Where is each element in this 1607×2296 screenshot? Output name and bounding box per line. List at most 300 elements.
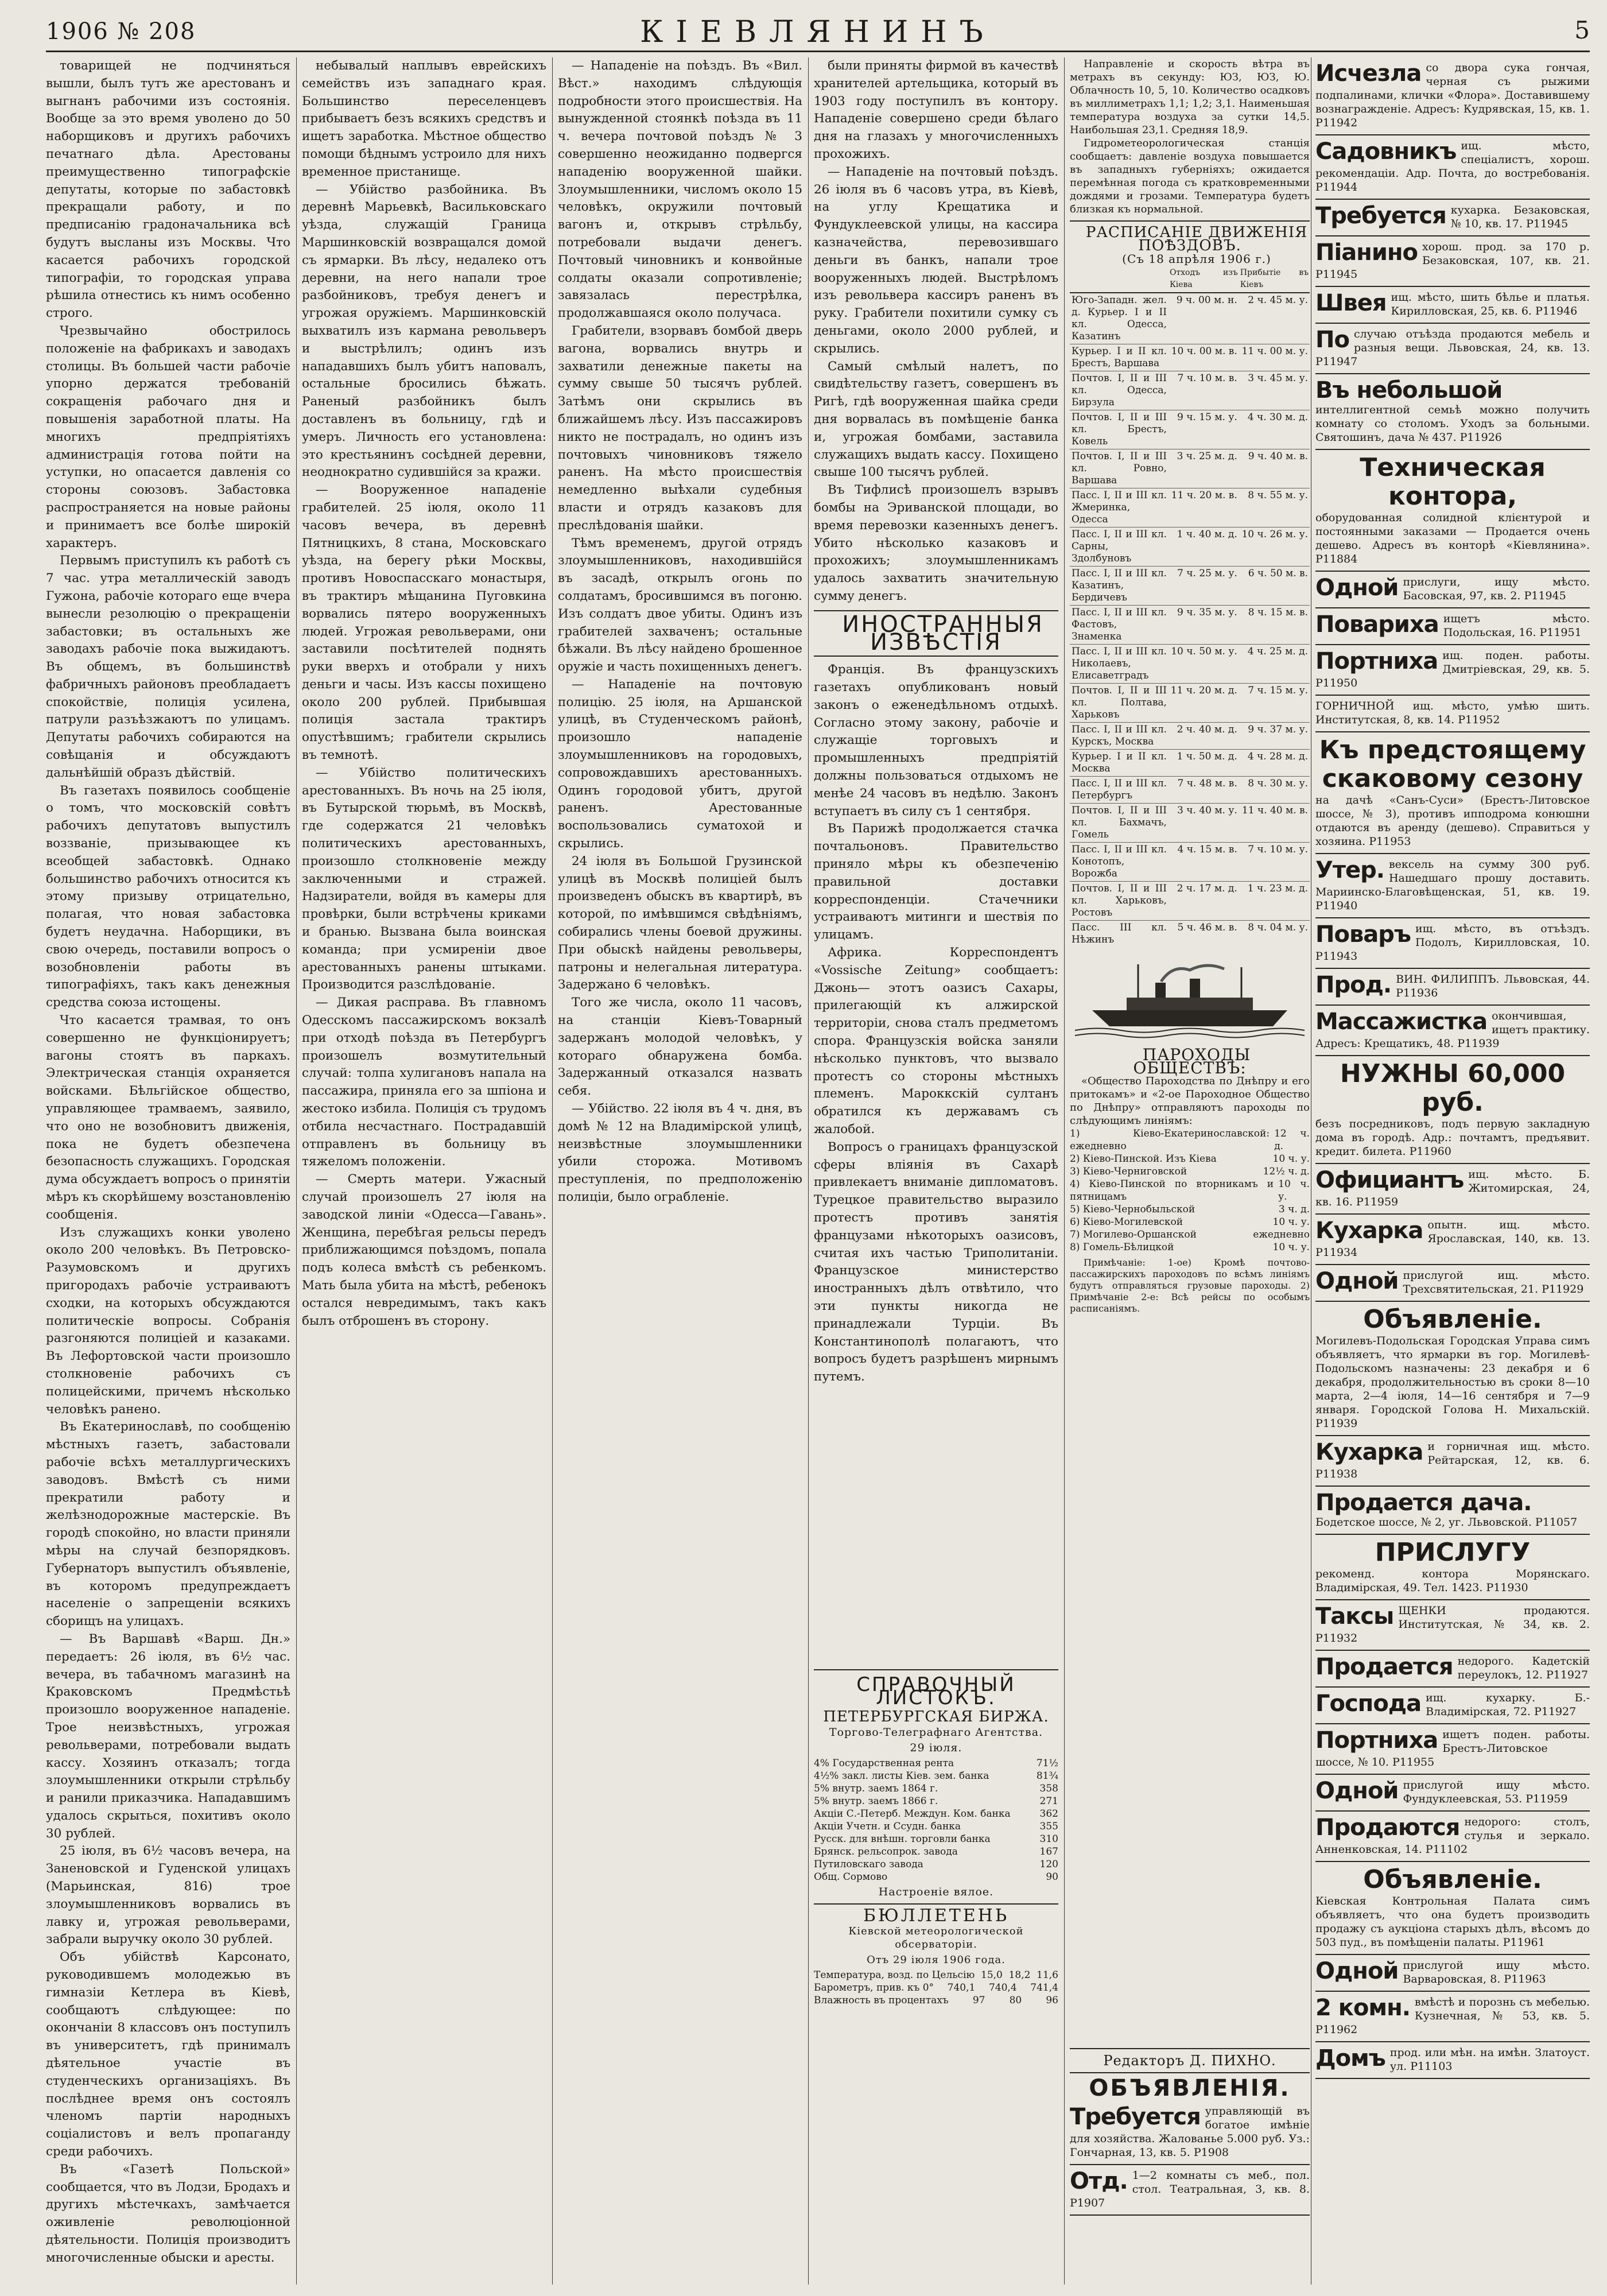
departure-time: 2 ч. 17 м. д.	[1169, 882, 1239, 921]
departure-time: 11 ч. 20 м. в.	[1169, 488, 1239, 528]
ad-text: ВИН. ФИЛИППЪ. Львовская, 44. Р11936	[1396, 973, 1590, 999]
ship-line-value: 10 ч. у.	[1272, 1153, 1310, 1165]
ad-lead-word: Пiанино	[1315, 239, 1418, 266]
foreign-news-paragraph: Въ Парижѣ продолжается стачка почтальоновъ. Правительство приняло мѣры къ обезпеченію правильной доставки корреспонденціи. Стачечники устраиваютъ митинги и шествія по улицамъ.	[814, 821, 1058, 943]
article-paragraph: Тѣмъ временемъ, другой отрядъ злоумышленниковъ, находившійся въ засадѣ, открылъ огонь по солдатамъ, бросившимся въ погоню. Изъ солдатъ двое убиты. Одинъ изъ грабителей захваченъ; остальные бѣжали. Въ лѣсу найдено брошенное оружіе и часть похищенныхъ денегъ.	[558, 536, 802, 674]
departure-time: 7 ч. 25 м. у.	[1169, 567, 1239, 606]
weather-row-value: 80	[1009, 1995, 1022, 2006]
arrival-time: 9 ч. 40 м. в.	[1239, 449, 1310, 488]
ship-line-value: 12½ ч. д.	[1263, 1166, 1310, 1177]
issue-number: 1906 № 208	[46, 18, 196, 45]
ad-text: ищ. мѣсто, въ отъѣздъ. Подолъ, Кирилловская, 10. Р11943	[1315, 922, 1590, 963]
arrival-time: 2 ч. 45 м. у.	[1239, 293, 1310, 344]
arrival-time: 11 ч. 00 м. у.	[1239, 344, 1310, 371]
exchange-mood: Настроеніе вялое.	[878, 1886, 994, 1898]
classified-ad	[1315, 1812, 1590, 1862]
ad-lead-word: Портниха	[1315, 1727, 1438, 1754]
article-paragraph: Первымъ приступилъ къ работѣ съ 7 час. утра металлическій заводъ Гужона, рабочіе котораго еще вчера вынесли резолюцію о прекращеніи забастовки; въ остальныхъ же заводахъ рабочіе пока выжидаютъ. Въ общемъ, въ большинствѣ фабричныхъ районовъ преобладаетъ спокойствіе, полиція усилена, патрули разъѣзжаютъ по улицамъ. Депутаты рабочихъ собираются на совѣщанія и обсуждаютъ дальнѣйшій образъ дѣйствій.	[46, 553, 290, 780]
classified-ad	[1315, 1056, 1590, 1164]
ad-text: окончившая, ищетъ практику. Адресъ: Крещатикъ, 48. Р11939	[1315, 1010, 1590, 1050]
ad-text: прислугой ищу мѣсто. Фундуклеевская, 53. Р11959	[1403, 1779, 1590, 1805]
ad-text: прислугой ищ. мѣсто. Трехсвятительская, 21. Р11929	[1403, 1269, 1590, 1296]
article-paragraph: — Убійство. 22 іюля въ 4 ч. дня, въ домѣ № 12 на Владимірской улицѣ, неизвѣстные злоумышленники убили сторожа. Мотивомъ преступленія, по предположенію полиціи, было ограбленіе.	[558, 1102, 802, 1204]
ad-lead-word: Господа	[1315, 1690, 1422, 1717]
article-paragraph: — Вооруженное нападеніе грабителей. 25 іюля, около 11 часовъ вечера, въ деревнѣ Пятницкихъ, 8 стана, Московскаго уѣзда, на берегу рѣки Москвы, противъ Новоспасскаго монастыря, въ трактиръ мѣщанина Пуговкина ворвались пятеро вооруженныхъ людей. Угрожая револьверами, они заставили посѣтителей поднять руки вверхъ и отобрали у нихъ деньги и часы. Изъ кассы похищено около 200 рублей. Прибывшая полиція застала трактиръ опустѣвшимъ; грабители скрылись въ темнотѣ.	[302, 483, 546, 763]
bulletin-title: БЮЛЛЕТЕНЬ	[863, 1906, 1010, 1926]
exchange-row-value: 310	[1039, 1833, 1058, 1845]
ad-lead-word: Продается	[1315, 1654, 1453, 1680]
classified-ad	[1315, 854, 1590, 918]
article-paragraph: — Нападеніе на поѣздъ. Въ «Вил. Вѣст.» находимъ слѣдующія подробности этого происшествія. На вынужденной стоянкѣ поѣзда въ 11 ч. вечера почтовой поѣздъ № 3 совершенно неожиданно подвергся нападенію вооруженной шайки. Злоумышленники, числомъ около 15 человѣкъ, окружили почтовый вагонъ и, открывъ стрѣльбу, потребовали выдачи денегъ. Почтовый чиновникъ и конвойные солдаты оказали сопротивленіе; завязалась перестрѣлка, продолжавшаяся около получаса.	[558, 59, 802, 321]
ship-line-label: 8) Гомель-Бѣлицкой	[1070, 1242, 1174, 1253]
weather-row-value: 96	[1046, 1995, 1058, 2006]
train-route: Почтов. I, II и III кл. Одесса, Бирзула	[1070, 371, 1169, 410]
ad-text: прод. или мѣн. на имѣн. Златоуст. ул. Р11103	[1389, 2046, 1590, 2073]
exchange-row	[814, 1808, 1058, 1820]
arrival-time: 7 ч. 15 м. у.	[1239, 684, 1310, 723]
schedule-row	[1070, 528, 1310, 567]
classified-ad	[1315, 1302, 1590, 1436]
train-route: Пасс. I, II и III кл. Петербургъ	[1070, 777, 1169, 804]
ad-text: ГОРНИЧНОЙ ищ. мѣсто, умѣю шить. Институтская, 8, кв. 14. Р11952	[1315, 700, 1590, 726]
ship-line-label: 1) Кіево-Екатеринославской: ежедневно	[1070, 1128, 1270, 1152]
ad-text: на дачѣ «Санъ-Суси» (Брестъ-Литовское шоссе, № 3), противъ ипподрома конюшни отдаются въ аренду (дешево). Справиться у хозяина. Р11953	[1315, 794, 1590, 848]
classified-ad	[1315, 1215, 1590, 1265]
ad-lead-word: Массажистка	[1315, 1009, 1488, 1035]
ad-text: 1—2 комнаты съ меб., пол. стол. Театральная, 3, кв. 8. Р1907	[1070, 2169, 1310, 2209]
schedule-row	[1070, 645, 1310, 684]
ad-text: рекоменд. контора Морянскаго. Владимірская, 49. Тел. 1423. Р11930	[1315, 1568, 1590, 1594]
classified-ad	[1315, 57, 1590, 135]
article-paragraph: Того же числа, около 11 часовъ, на станціи Кіевъ-Товарный задержанъ молодой человѣкъ, у котораго обнаружена бомба. Задержанный отказался назвать себя.	[558, 995, 802, 1099]
ad-lead-word: Официантъ	[1315, 1167, 1464, 1193]
departure-time: 7 ч. 48 м. в.	[1169, 777, 1239, 804]
schedule-row	[1070, 804, 1310, 843]
ship-line	[1070, 1153, 1310, 1165]
arrival-time: 7 ч. 10 м. у.	[1239, 843, 1310, 882]
ad-headline: Объявленіе.	[1363, 1865, 1542, 1894]
train-route: Пасс. III кл. Нѣжинъ	[1070, 921, 1169, 948]
article-paragraph: были приняты фирмой въ качествѣ хранителей артельщика, который въ 1903 году поступилъ въ контору. Нападеніе совершено среди бѣлаго дня на глазахъ у многочисленныхъ прохожихъ.	[814, 59, 1058, 161]
train-route: Курьер. I и II кл. Брестъ, Варшава	[1070, 344, 1169, 371]
ship-line	[1070, 1216, 1310, 1228]
ad-text: интеллигентной семьѣ можно получить комнату со столомъ. Уходъ за больными. Святошинъ, дача № 437. Р11926	[1315, 404, 1590, 444]
section-rule	[1070, 2048, 1310, 2049]
steamship-icon	[1070, 953, 1310, 1039]
classified-ad	[1315, 1436, 1590, 1487]
departure-time: 9 ч. 00 м. н.	[1169, 293, 1239, 344]
ad-text: опытн. ищ. мѣсто. Ярославская, 140, кв. 13. Р11934	[1315, 1219, 1590, 1259]
exchange-row-value: 358	[1039, 1783, 1058, 1794]
article-paragraph: Грабители, взорвавъ бомбой дверь вагона, ворвались внутрь и захватили денежные пакеты на сумму свыше 50 тысячъ рублей. Затѣмъ они скрылись въ ближайшемъ лѣсу. Изъ пассажировъ никто не пострадалъ, но одинъ изъ почтовыхъ чиновниковъ тяжело раненъ. На мѣсто происшествія немедленно выѣхали судебныя власти и отрядъ казаковъ для преслѣдованія шайки.	[558, 323, 802, 533]
classified-ad	[1315, 645, 1590, 696]
exchange-row-label: 5% внутр. заемъ 1866 г.	[814, 1795, 938, 1807]
departure-time: 11 ч. 20 м. д.	[1169, 684, 1239, 723]
classified-ad	[1315, 236, 1590, 287]
schedule-row	[1070, 410, 1310, 449]
article-paragraph: Самый смѣлый налетъ, по свидѣтельству газетъ, совершенъ въ Ригѣ, гдѣ вооруженная шайка среди дня ворвалась въ помѣщеніе банка и, угрожая бомбами, заставила служащихъ выдать кассу. Похищено свыше 100 тысячъ рублей.	[814, 359, 1058, 480]
ad-text: и горничная ищ. мѣсто. Рейтарская, 12, кв. 6. Р11938	[1315, 1440, 1590, 1480]
exchange-title: СПРАВОЧНЫЙ ЛИСТОКЪ.	[856, 1673, 1016, 1709]
article-paragraph: 24 іюля въ Большой Грузинской улицѣ въ Москвѣ полиціей былъ произведенъ обыскъ въ квартирѣ, въ которой, по имѣвшимся свѣдѣніямъ, собирались члены боевой дружины. При обыскѣ найдены револьверы, патроны и нелегальная литература. Задержано 6 человѣкъ.	[558, 854, 802, 992]
ad-text: Бодетское шоссе, № 2, уг. Львовской. Р11057	[1315, 1516, 1578, 1529]
train-route: Пасс. I, II и III кл. Фастовъ, Знаменка	[1070, 606, 1169, 645]
column-5	[1070, 57, 1310, 2285]
classified-ad	[1315, 324, 1590, 374]
ad-lead-word: Тaксы	[1315, 1603, 1394, 1630]
classified-ad	[1315, 918, 1590, 969]
article-paragraph: Объ убійствѣ Карсонато, руководившемъ молодежью въ гимназіи Кетлера въ Кіевѣ, сообщаютъ слѣдующее: по окончаніи 8 классовъ онъ поступилъ въ университетъ, гдѣ принималъ дѣятельное участіе въ студенческихъ организаціяхъ. Въ послѣднее время онъ состоялъ членомъ партіи народныхъ соціалистовъ и велъ пропаганду среди рабочихъ.	[46, 1950, 290, 2159]
ad-text: хорош. прод. за 170 р. Безаковская, 107, кв. 21. Р11945	[1315, 241, 1590, 281]
arrival-time: 8 ч. 55 м. у.	[1239, 488, 1310, 528]
classified-ad	[1315, 696, 1590, 732]
article-paragraph: Въ газетахъ появилось сообщеніе о томъ, что московскій совѣтъ рабочихъ депутатовъ выпустилъ воззваніе, призывающее къ всеобщей забастовкѣ. Однако большинство рабочихъ относится къ этому призыву отрицательно, полагая, что новая забастовка будетъ неудачна. Наборщики, въ свою очередь, поставили вопросъ о возобновленіи работы въ типографіяхъ, такъ какъ денежныя средства союза истощены.	[46, 783, 290, 1010]
ad-text: со двора сука гончая, черная съ рыжими подпалинами, клички «Флора». Доставившему вознагражденіе. Адресъ: Кудрявская, 15, кв. 1. Р11942	[1315, 61, 1590, 129]
exchange-row	[814, 1820, 1058, 1833]
exchange-agency: Торгово-Телеграфнаго Агентства.	[829, 1726, 1043, 1739]
exchange-row-label: Акціи Учетн. и Ссудн. банка	[814, 1821, 961, 1832]
schedule-row	[1070, 293, 1310, 344]
ad-text: ищ. мѣсто. Б. Житомирская, 24, кв. 16. Р11959	[1315, 1168, 1590, 1208]
arrival-time: 10 ч. 26 м. у.	[1239, 528, 1310, 567]
column-divider	[808, 57, 809, 2285]
schedule-row	[1070, 449, 1310, 488]
ad-lead-word: Швея	[1315, 290, 1387, 316]
ad-lead-word: Требуется	[1070, 2104, 1201, 2130]
weather-report-paragraph: Гидрометеорологическая станція сообщаетъ: давленіе воздуха повышается въ западныхъ губерніяхъ; ожидается перемѣнная погода съ кратковременными дождями и грозами. Температура будетъ близкая къ нормальной.	[1070, 137, 1310, 215]
schedule-row	[1070, 371, 1310, 410]
ad-lead-word: Кухарка	[1315, 1217, 1423, 1244]
classified-ad	[1315, 608, 1590, 645]
exchange-row	[814, 1871, 1058, 1883]
schedule-row	[1070, 344, 1310, 371]
arrival-time: 8 ч. 04 м. у.	[1239, 921, 1310, 948]
classified-ad	[1315, 1535, 1590, 1600]
ad-lead-word: Поварихa	[1315, 611, 1439, 638]
ad-text: управляющій въ богатое имѣніе для хозяйства. Жалованье 5.000 руб. Уз.: Гончарная, 13, кв. 5. Р1908	[1070, 2105, 1310, 2159]
arrival-time: 9 ч. 37 м. у.	[1239, 723, 1310, 750]
exchange-row	[814, 1858, 1058, 1871]
ship-line	[1070, 1228, 1310, 1241]
section-rule	[814, 1669, 1058, 1670]
weather-row	[814, 1969, 1058, 1981]
departure-time: 3 ч. 40 м. у.	[1169, 804, 1239, 843]
ad-headline: Техническая контора,	[1360, 453, 1546, 511]
arrival-time: 1 ч. 23 м. д.	[1239, 882, 1310, 921]
ad-lead-word: Утер.	[1315, 857, 1384, 883]
weather-row	[814, 1981, 1058, 1994]
ad-lead-word: Домъ	[1315, 2045, 1385, 2072]
section-rule	[1070, 2072, 1310, 2073]
ad-text: Кіевская Контрольная Палата симъ объявляетъ, что она будетъ производить продажу съ аукціона старыхъ дѣлъ, вѣсомъ до 503 пуд., въ помѣщеніи палаты. Р11961	[1315, 1895, 1590, 1949]
ad-lead-word: Прод.	[1315, 972, 1392, 998]
ad-lead-word: Отд.	[1070, 2168, 1128, 2194]
ad-text: Могилевъ-Подольская Городская Управа симъ объявляетъ, что ярмарки въ гор. Могилевѣ-Подольскомъ назначены: 23 декабря и 6 декабря, продолжительностью въ сроки 8—10 марта, 2—4 іюля, 14—16 сентября и 7—9 января. Городской Голова Н. Михальскій. Р11939	[1315, 1335, 1590, 1430]
train-route: Пасс. I, II и III кл. Николаевъ, Елисаветградъ	[1070, 645, 1169, 684]
arrival-time: 8 ч. 15 м. в.	[1239, 606, 1310, 645]
schedule-row	[1070, 843, 1310, 882]
weather-report-paragraph: Направленіе и скорость вѣтра въ метрахъ въ секунду: ЮЗ, ЮЗ, Ю. Облачность 10, 5, 10. Количество осадковъ въ миллиметрахъ 1,1; 1,2; 3,1. Наименьшая температура воздуха за сутки 14,5. Наибольшая 23,1. Средняя 18,9.	[1070, 58, 1310, 136]
page-header	[46, 10, 1590, 51]
page-number: 5	[1574, 16, 1590, 44]
ad-text: вексель на сумму 300 руб. Нашедшаго прошу доставить. Мариинско-Благовѣщенская, 51, кв. 19. Р11940	[1315, 858, 1590, 912]
exchange-row-value: 120	[1039, 1859, 1058, 1870]
foreign-news-paragraph: Вопросъ о границахъ французской сферы вліянія въ Сахарѣ привлекаетъ вниманіе дипломатовъ. Турецкое правительство выразило протестъ противъ занятія французами нѣкоторыхъ оазисовъ, считая ихъ частью Триполитаніи. Французское министерство иностранныхъ дѣлъ отвѣтило, что эти пункты никогда не принадлежали Турціи. Въ Константинополѣ полагаютъ, что вопросъ будетъ разрѣшенъ мирнымъ путемъ.	[814, 1139, 1058, 1384]
train-route: Курьер. I и II кл. Москва	[1070, 750, 1169, 777]
classified-ad	[1315, 969, 1590, 1006]
column-divider	[552, 57, 553, 2285]
column-divider	[296, 57, 297, 2285]
ad-text: кухарка. Безаковская, № 10, кв. 17. Р11945	[1450, 204, 1590, 230]
section-rule	[1070, 220, 1310, 222]
arrival-time: 4 ч. 25 м. д.	[1239, 645, 1310, 684]
ad-lead-word: Портниха	[1315, 648, 1438, 674]
classified-ad	[1315, 1265, 1590, 1302]
train-route: Почтов. I, II и III кл. Харьковъ, Ростовъ	[1070, 882, 1169, 921]
weather-row-value: 740,1	[947, 1982, 976, 1994]
header-rule	[46, 51, 1590, 52]
arrival-time: 3 ч. 45 м. у.	[1239, 371, 1310, 410]
exchange-row-label: 5% внутр. заемъ 1864 г.	[814, 1783, 938, 1794]
arrival-time: 4 ч. 28 м. д.	[1239, 750, 1310, 777]
article-paragraph: Въ «Газетѣ Польской» сообщается, что въ Лодзи, Бродахъ и другихъ мѣстечкахъ, замѣчается оживленіе революціонной дѣятельности. Полиція производитъ многочисленные обыски и аресты.	[46, 2162, 290, 2265]
ad-lead-word: Исчезла	[1315, 60, 1422, 87]
ships-subtitle: «Общество Пароходства по Днѣпру и его притокамъ» и «2-ое Пароходное Общество по Днѣпру» отправляютъ пароходы по слѣдующимъ линіямъ:	[1070, 1075, 1310, 1127]
article-paragraph: 25 іюля, въ 6½ часовъ вечера, на Заненовской и Гуденской улицахъ (Марьинская, 816) трое злоумышленниковъ ворвались въ лавку и, угрожая револьверами, забрали выручку около 30 рублей.	[46, 1844, 290, 1947]
exchange-row-value: 167	[1039, 1846, 1058, 1857]
classified-ad	[1315, 450, 1590, 572]
train-route: Почтов. I, II и III кл. Брестъ, Ковель	[1070, 410, 1169, 449]
departure-time: 9 ч. 35 м. у.	[1169, 606, 1239, 645]
classified-ad	[1315, 1164, 1590, 1215]
train-route: Пасс. I, II и III кл. Жмеринка, Одесса	[1070, 488, 1169, 528]
schedule-row	[1070, 921, 1310, 948]
article-paragraph: Изъ служащихъ конки уволено около 200 человѣкъ. Въ Петровско-Разумовскомъ и другихъ пригородахъ рабочіе устраиваютъ сходки, на которыхъ обсуждаются политическіе вопросы. Собранія разгоняются полиціей и казаками. Въ Лефортовской части произошло столкновеніе рабочихъ съ полицейскими, причемъ нѣсколько человѣкъ ранено.	[46, 1225, 290, 1417]
ship-line-label: 6) Кіево-Могилевской	[1070, 1216, 1183, 1228]
train-route: Юго-Западн. жел. д. Курьер. I и II кл. Одесса, Казатинъ	[1070, 293, 1169, 344]
ad-lead-word: По	[1315, 327, 1349, 353]
train-route: Почтов. I, II и III кл. Бахмачъ, Гомель	[1070, 804, 1169, 843]
ad-lead-word: 2 комн.	[1315, 1995, 1410, 2021]
classified-ad	[1070, 2101, 1310, 2165]
exchange-row-label: 4½% закл. листы Кіев. зем. банка	[814, 1770, 989, 1782]
ship-line	[1070, 1241, 1310, 1254]
ads-title: ОБЪЯВЛЕНІЯ.	[1089, 2075, 1291, 2101]
ships-title: ПАРОХОДЫ ОБЩЕСТВЪ:	[1133, 1045, 1251, 1077]
exchange-row-label: Путиловскаго завода	[814, 1859, 923, 1870]
weather-row-value: 97	[972, 1995, 985, 2006]
ship-line-value: 10 ч. у.	[1278, 1178, 1310, 1203]
ad-text: прислугой ищу мѣсто. Варваровская, 8. Р11963	[1403, 1959, 1590, 1985]
article-paragraph: Въ Тифлисѣ произошелъ взрывъ бомбы на Эриванской площади, во время перевозки казенныхъ денегъ. Убито нѣсколько казаковъ и прохожихъ; злоумышленникамъ удалось захватить значительную сумму денегъ.	[814, 483, 1058, 603]
schedule-row	[1070, 777, 1310, 804]
weather-row-value: 11,6	[1037, 1969, 1058, 1981]
ship-line-label: 5) Кіево-Чернобыльской	[1070, 1204, 1195, 1215]
section-rule	[814, 1903, 1058, 1905]
article-paragraph: — Дикая расправа. Въ главномъ Одесскомъ пассажирскомъ вокзалѣ при отходѣ поѣзда въ Петербургъ произошелъ возмутительный случай: толпа хулигановъ напала на пассажира, приняла его за шпіона и жестоко избила. Полиція съ трудомъ отбила несчастнаго. Пострадавшій отправленъ въ больницу въ тяжеломъ положеніи.	[302, 995, 546, 1169]
article-paragraph: — Убійство разбойника. Въ деревнѣ Марьевкѣ, Васильковскаго уѣзда, служащій Граница Маршинковскій возвращался домой съ ярмарки. Въ лѣсу, недалеко отъ деревни, на него напали трое разбойниковъ, требуя денегъ и угрожая оружіемъ. Маршинковскій выхватилъ изъ кармана револьверъ и выстрѣлилъ; одинъ изъ нападавшихъ былъ убитъ наповалъ, остальные бросились бѣжать. Раненый разбойникъ былъ доставленъ въ больницу, гдѣ и умеръ. Личность его установлена: это крестьянинъ сосѣдней деревни, неоднократно судившійся за кражи.	[302, 182, 546, 480]
article-paragraph: — Смерть матери. Ужасный случай произошелъ 27 іюля на заводской линіи «Одесса—Гавань». Женщина, перебѣгая рельсы передъ приближающимся поѣздомъ, попала подъ колеса вмѣстѣ съ ребенкомъ. Мать была убита на мѣстѣ, ребенокъ остался невредимымъ, такъ какъ былъ отброшенъ въ сторону.	[302, 1172, 546, 1328]
departure-time: 7 ч. 10 м. в.	[1169, 371, 1239, 410]
departure-time: 10 ч. 50 м. у.	[1169, 645, 1239, 684]
exchange-row-value: 90	[1046, 1871, 1058, 1883]
ad-lead-word: Продаются	[1315, 1814, 1460, 1841]
weather-row-value: 740,4	[988, 1982, 1017, 1994]
article-paragraph: Что касается трамвая, то онъ совершенно не функціонируетъ; вагоны стоятъ въ паркахъ. Электрическая станція охраняется войсками. Бѣльгійское общество, управляющее трамваемъ, заявило, что оно не возобновитъ движенія, пока не будетъ обезпечена безопасность служащихъ. Городская дума обсуждаетъ вопросъ о принятіи мѣръ къ скорѣйшему возстановленію сообщенія.	[46, 1013, 290, 1222]
exchange-row	[814, 1845, 1058, 1858]
ad-text: оборудованная солидной клієнтурой и постоянными заказами — Продается очень дешево. Адресъ въ конторѣ «Кіевлянина». Р11884	[1315, 511, 1590, 565]
schedule-row	[1070, 723, 1310, 750]
exchange-row-value: 355	[1039, 1821, 1058, 1832]
ad-lead-word: Кухарка	[1315, 1439, 1423, 1465]
ad-lead-word: Требуется	[1315, 203, 1446, 229]
ad-text: ищетъ поден. работы. Брестъ-Литовское шоссе, № 10. Р11955	[1315, 1728, 1590, 1768]
schedule-header	[1070, 266, 1169, 293]
classified-ad	[1315, 1006, 1590, 1056]
weather-row-value: 15,0	[981, 1969, 1003, 1981]
departure-time: 1 ч. 50 м. д.	[1169, 750, 1239, 777]
exchange-row-value: 81¾	[1036, 1770, 1058, 1782]
advertisements-column	[1315, 57, 1590, 2285]
arrival-time: 11 ч. 40 м. в.	[1239, 804, 1310, 843]
article-paragraph: Чрезвычайно обострилось положеніе на фабрикахъ и заводахъ столицы. Въ большей части рабочіе упорно держатся требованій сокращенія рабочаго дня и повышенія заработной платы. На многихъ предпріятіяхъ администрація готова пойти на уступки, но опасается давленія со стороны союзовъ. Забастовка распространяется на новые районы и принимаетъ все болѣе широкій характеръ.	[46, 323, 290, 550]
column-divider	[1064, 57, 1065, 2285]
ad-text: ЩЕНКИ продаются. Институтская, № 34, кв. 2. Р11932	[1315, 1604, 1590, 1645]
arrival-time: 6 ч. 50 м. в.	[1239, 567, 1310, 606]
exchange-row	[814, 1795, 1058, 1808]
ad-text: ищ. мѣсто, шить бѣлье и платья. Кирилловская, 25, кв. 6. Р11946	[1391, 291, 1590, 317]
departure-time: 10 ч. 00 м. в.	[1169, 344, 1239, 371]
article-paragraph: — Въ Варшавѣ «Варш. Дн.» передаетъ: 26 іюля, въ 6½ час. вечера, въ табачномъ магазинѣ на Краковскомъ Предмѣстьѣ произошло вооруженное нападеніе. Трое неизвѣстныхъ, угрожая револьверами, потребовали выдать кассу. Хозяинъ отказалъ; тогда злоумышленники открыли стрѣльбу и ранили приказчика. Нападавшимъ удалось скрыться, похитивъ около 30 рублей.	[46, 1631, 290, 1841]
ship-line-value: 10 ч. у.	[1272, 1216, 1310, 1228]
classified-ad	[1315, 1992, 1590, 2042]
classified-ad	[1315, 1600, 1590, 1651]
ad-headline: Объявленіе.	[1363, 1305, 1542, 1334]
ship-line-label: 4) Кіево-Пинской по вторникамъ и пятницамъ	[1070, 1178, 1274, 1203]
ship-line-label: 3) Кіево-Черниговской	[1070, 1166, 1187, 1177]
classified-ad	[1315, 1955, 1590, 1992]
train-route: Пасс. I, II и III кл. Конотопъ, Ворожба	[1070, 843, 1169, 882]
article-paragraph: товарищей не подчиняться вышли, былъ тутъ же арестованъ и выгнанъ рабочими изъ состоянія. Вообще за это время уволено до 50 наборщиковъ и другихъ рабочихъ печатнаго дѣла. Арестованы преимущественно типографскіе депутаты, которые по забастовкѣ прекращали работу, и по предписанію градоначальника всѣ будутъ высланы изъ Москвы. Что касается рабочихъ городской типографіи, то городская управа рѣшила отнестись къ нимъ особенно строго.	[46, 59, 290, 321]
editor-block	[1070, 2043, 1310, 2285]
classified-ad	[1315, 1775, 1590, 1812]
exchange-row-label: Общ. Сормово	[814, 1871, 888, 1883]
ad-lead-word: Поваръ	[1315, 921, 1411, 948]
article-paragraph: небывалый наплывъ еврейскихъ семействъ изъ западнаго края. Большинство переселенцевъ прибываетъ безъ всякихъ средствъ и ищетъ заработка. Мѣстное общество помощи бѣднымъ устроило для нихъ временное пристанище.	[302, 59, 546, 179]
ad-headline: Къ предстоящему скаковому сезону	[1319, 735, 1586, 793]
train-route: Почтов. I, II и III кл. Полтава, Харьковъ	[1070, 684, 1169, 723]
ships-note: Примѣчаніе: 1-ое) Кромѣ почтово-пассажирскихъ пароходовъ по всѣмъ линіямъ будутъ отправляться грузовые пароходы. 2) Примѣчаніе 2-е: Всѣ рейсы по особымъ расписаніямъ.	[1070, 1257, 1310, 1314]
classified-ad	[1315, 200, 1590, 236]
exchange-row-label: 4% Государственная рента	[814, 1758, 954, 1769]
ad-text: ищ. кухарку. Б.-Владимірская, 72. Р11927	[1426, 1692, 1590, 1718]
schedule-row	[1070, 684, 1310, 723]
ad-text: недорого: столъ, стулья и зеркало. Анненковская, 14. Р11102	[1315, 1816, 1590, 1856]
departure-time: 3 ч. 25 м. д.	[1169, 449, 1239, 488]
classified-ad	[1315, 287, 1590, 324]
classified-ad	[1315, 1651, 1590, 1688]
exchange-row-label: Брянск. рельсопрок. завода	[814, 1846, 958, 1857]
ad-text: ищетъ мѣсто. Подольская, 16. Р11951	[1443, 612, 1590, 639]
classified-ad	[1315, 1688, 1590, 1724]
schedule-row	[1070, 882, 1310, 921]
weather-row	[814, 1994, 1058, 2007]
weather-row-label: Влажность въ процентахъ	[814, 1995, 949, 2006]
weather-row-label: Температура, возд. по Цельсію	[814, 1969, 975, 1981]
ad-text: прислуги, ищу мѣсто. Басовская, 97, кв. 2. Р11945	[1403, 576, 1590, 602]
classified-ad	[1315, 572, 1590, 608]
ship-line	[1070, 1127, 1310, 1153]
exchange-date: 29 іюля.	[910, 1742, 962, 1754]
train-route: Почтов. I, II и III кл. Ровно, Варшава	[1070, 449, 1169, 488]
exchange-row	[814, 1782, 1058, 1795]
ship-line-value: ежедневно	[1253, 1229, 1310, 1240]
foreign-news-heading: ИНОСТРАННЫЯ ИЗВѢСТІЯ	[842, 611, 1044, 656]
departure-time: 4 ч. 15 м. в.	[1169, 843, 1239, 882]
foreign-news-paragraph: Африка. Корреспондентъ «Vossische Zeitung» сообщаетъ: Джонь— этотъ оазисъ Сахары, прилегающій къ алжирской территоріи, снова сталъ предметомъ спора. Французскія войска заняли нѣсколько пунктовъ, что вызвало протестъ со стороны мѣстныхъ племенъ. Мароккскій султанъ обратился къ державамъ съ жалобой.	[814, 945, 1058, 1137]
ad-text: безъ посредниковъ, подъ первую закладную дома въ городѣ. Адр.: почтамтъ, предъявит. кредит. билета. Р11960	[1315, 1118, 1590, 1158]
departure-time: 1 ч. 40 м. д.	[1169, 528, 1239, 567]
bulletin-subtitle: Кіевской метеорологической обсерваторіи.	[848, 1925, 1024, 1950]
schedule-header: Отходъ изъ Кіева	[1169, 266, 1239, 293]
column-3	[558, 57, 802, 2285]
ad-text: недорого. Кадетскій переулокъ, 12. Р11927	[1457, 1655, 1590, 1681]
ad-lead-word: Въ небольшой	[1315, 377, 1503, 404]
arrival-time: 4 ч. 30 м. д.	[1239, 410, 1310, 449]
ad-text: вмѣстѣ и порознь съ мебелью. Кузнечная, № 53, кв. 5. Р11962	[1315, 1996, 1590, 2036]
ad-text: ищ. поден. работы. Дмитріевская, 29, кв. 5. Р11950	[1315, 649, 1590, 689]
exchange-subtitle: ПЕТЕРБУРГСКАЯ БИРЖА.	[823, 1708, 1049, 1725]
ad-lead-word: Одной	[1315, 575, 1399, 601]
weather-row-value: 741,4	[1030, 1982, 1058, 1994]
classified-ad	[1315, 732, 1590, 854]
article-paragraph: — Нападеніе на почтовую полицію. 25 іюля, на Аршанской улицѣ, въ Студенческомъ районѣ, произошло нападеніе злоумышленниковъ на городовыхъ, сопровождавшихъ арестованныхъ. Одинъ городовой убитъ, другой раненъ. Арестованные воспользовались суматохой и скрылись.	[558, 677, 802, 851]
ship-line-value: 3 ч. д.	[1278, 1204, 1310, 1215]
column-1	[46, 57, 290, 2285]
ad-lead-word: Одной	[1315, 1778, 1399, 1804]
schedule-title: РАСПИСАНІЕ ДВИЖЕНІЯ ПОѢЗДОВЪ.	[1085, 224, 1308, 254]
ad-lead-word: Продается дача.	[1315, 1490, 1532, 1516]
schedule-row	[1070, 606, 1310, 645]
ship-line-label: 2) Кіево-Пинской. Изъ Кіева	[1070, 1153, 1217, 1165]
schedule-row	[1070, 567, 1310, 606]
classified-ad	[1315, 135, 1590, 200]
classified-ad	[1070, 2165, 1310, 2216]
ship-line-value: 12 ч. д.	[1274, 1128, 1310, 1152]
exchange-row	[814, 1757, 1058, 1770]
ship-line-label: 7) Могилево-Оршанской	[1070, 1229, 1197, 1240]
article-paragraph: — Нападеніе на почтовый поѣздъ. 26 іюля въ 6 часовъ утра, въ Кіевѣ, на углу Крещатика и Фундуклеевской улицы, на кассира казначейства, перевозившаго деньги въ банкъ, напали трое вооруженныхъ людей. Выстрѣломъ изъ револьвера кассиръ раненъ въ руку. Грабители похитили сумку съ деньгами, около 2000 рублей, и скрылись.	[814, 164, 1058, 356]
exchange-row	[814, 1833, 1058, 1845]
column-2	[302, 57, 546, 2285]
masthead: КІЕВЛЯНИНЪ	[640, 15, 996, 49]
ship-line-value: 10 ч. у.	[1272, 1242, 1310, 1253]
exchange-row-value: 362	[1039, 1808, 1058, 1820]
ship-line	[1070, 1178, 1310, 1203]
train-route: Пасс. I, II и III кл. Сарны, Здолбуновъ	[1070, 528, 1169, 567]
bulletin-date: Отъ 29 іюля 1906 года.	[867, 1954, 1006, 1966]
editor-line: Редакторъ Д. ПИХНО.	[1103, 2053, 1276, 2069]
ship-line	[1070, 1165, 1310, 1178]
section-rule	[814, 656, 1058, 657]
weather-row-value: 18,2	[1008, 1969, 1031, 1981]
classified-ad	[1315, 374, 1590, 450]
ad-lead-word: Одной	[1315, 1958, 1399, 1984]
departure-time: 5 ч. 46 м. в.	[1169, 921, 1239, 948]
ad-lead-word: Садовникъ	[1315, 138, 1457, 165]
classified-ad	[1315, 1862, 1590, 1955]
reference-block	[814, 1665, 1058, 2285]
